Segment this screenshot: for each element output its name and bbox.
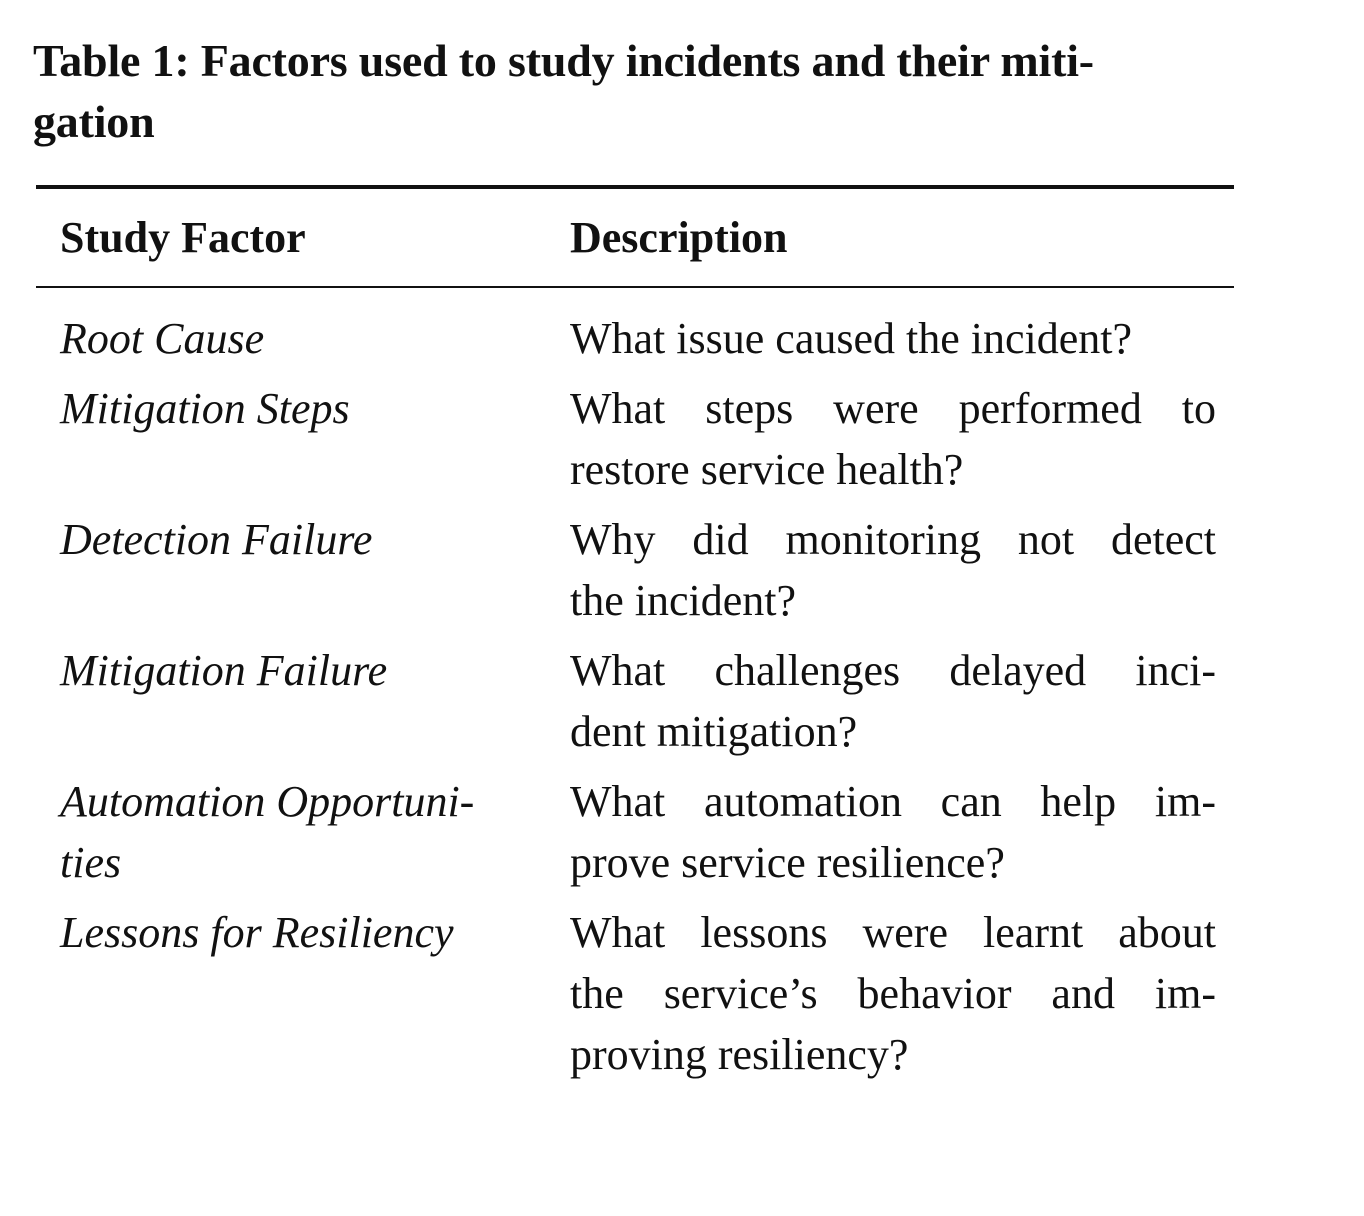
- description-text: restore service health?: [570, 445, 964, 494]
- study-factor-text: Detection Failure: [60, 515, 373, 564]
- study-factor-text: Mitigation Steps: [60, 384, 350, 433]
- description-text: What lessons were learnt about: [570, 908, 1216, 957]
- study-factor-cell: [36, 640, 544, 762]
- table-caption-line-2: gation: [33, 96, 155, 147]
- factors-table: [36, 185, 1234, 1094]
- study-factor-cell: [36, 771, 544, 893]
- table-row: [36, 902, 1234, 1085]
- table-row: [36, 308, 1234, 369]
- study-factor-text: Mitigation Failure: [60, 646, 388, 695]
- description-cell: [544, 902, 1234, 1085]
- study-factor-text: ties: [60, 838, 122, 887]
- description-text: prove service resilience?: [570, 838, 1005, 887]
- description-text: Why did monitoring not detect: [570, 515, 1216, 564]
- table-row: [36, 771, 1234, 893]
- description-text: What automation can help im-: [570, 777, 1216, 826]
- study-factor-cell: [36, 509, 544, 631]
- description-text: the service’s behavior and im-: [570, 969, 1216, 1018]
- description-cell: [544, 509, 1234, 631]
- table-caption: [33, 30, 1263, 152]
- header-study-factor: Study Factor: [60, 213, 306, 262]
- description-cell: [544, 378, 1234, 500]
- description-cell: [544, 771, 1234, 893]
- study-factor-cell: [36, 308, 544, 369]
- header-description: Description: [570, 213, 788, 262]
- description-text: What challenges delayed inci-: [570, 646, 1216, 695]
- table-header-row: [36, 189, 1234, 286]
- study-factor-cell: [36, 378, 544, 500]
- table-row: [36, 640, 1234, 762]
- study-factor-text: Root Cause: [60, 314, 265, 363]
- study-factor-cell: [36, 902, 544, 1085]
- description-text: What steps were performed to: [570, 384, 1216, 433]
- study-factor-text: Automation Opportuni-: [60, 777, 475, 826]
- description-text: dent mitigation?: [570, 707, 858, 756]
- table-row: [36, 509, 1234, 631]
- table-row: [36, 378, 1234, 500]
- description-text: proving resiliency?: [570, 1030, 909, 1079]
- description-text: What issue caused the incident?: [570, 314, 1133, 363]
- description-cell: [544, 308, 1234, 369]
- table-body: [36, 288, 1234, 1085]
- description-text: the incident?: [570, 576, 797, 625]
- table-caption-line-1: Table 1: Factors used to study incidents and their miti-: [33, 35, 1094, 86]
- study-factor-text: Lessons for Resiliency: [60, 908, 454, 957]
- description-cell: [544, 640, 1234, 762]
